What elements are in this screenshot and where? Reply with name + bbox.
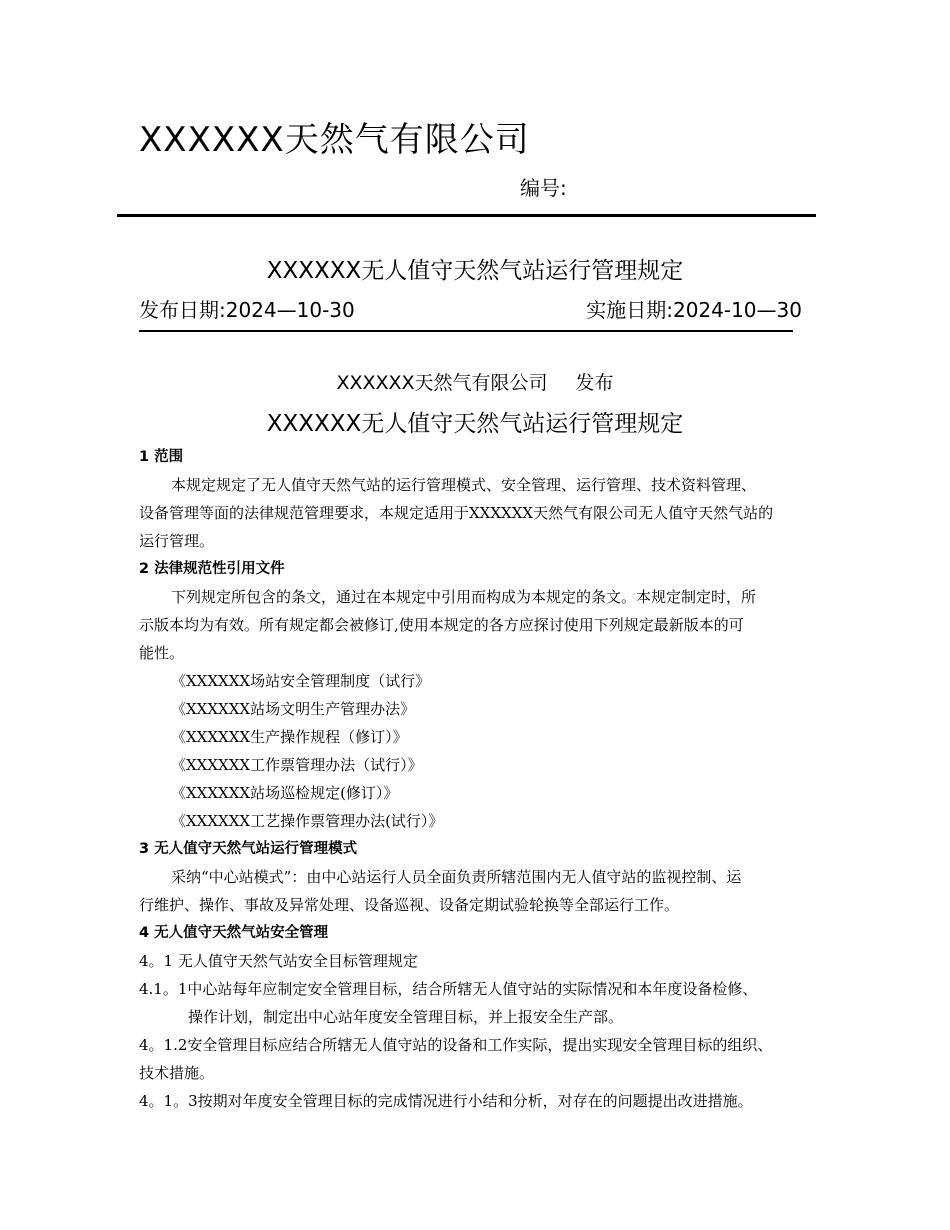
section-heading-4: 4 无人值守天然气站安全管理 — [139, 925, 329, 941]
paragraph-line: 设备管理等面的法律规范管理要求，本规定适用于XXXXXX天然气有限公司无人值守天然气站的 — [139, 504, 774, 522]
clause-line: 操作计划，制定出中心站年度安全管理目标，并上报安全生产部。 — [188, 1008, 624, 1026]
reference-item: 《XXXXXX工作票管理办法（试行）》 — [171, 756, 423, 774]
clause-line: 4。1。3按期对年度安全管理目标的完成情况进行小结和分析，对存在的问题提出改进措施。 — [139, 1092, 753, 1110]
document-number-label: 编号: — [520, 176, 567, 200]
paragraph-line: 本规定规定了无人值守天然气站的运行管理模式、安全管理、运行管理、技术资料管理、 — [171, 476, 757, 494]
reference-item: 《XXXXXX站场巡检规定(修订）》 — [171, 784, 399, 802]
paragraph-line: 下列规定所包含的条文，通过在本规定中引用而构成为本规定的条文。本规定制定时，所 — [171, 588, 757, 606]
publisher-line — [0, 368, 950, 395]
subsection-heading: 4。1 无人值守天然气站安全目标管理规定 — [139, 952, 418, 970]
paragraph-line: 运行管理。 — [139, 532, 215, 550]
section-heading-3: 3 无人值守天然气站运行管理模式 — [139, 841, 358, 857]
publish-date: 发布日期:2024—10-30 — [139, 298, 355, 322]
implement-date: 实施日期:2024-10—30 — [586, 298, 802, 322]
paragraph-line: 能性。 — [139, 644, 185, 662]
company-name: XXXXXX天然气有限公司 — [139, 120, 530, 160]
title-rule — [139, 330, 793, 332]
reference-item: 《XXXXXX站场文明生产管理办法》 — [171, 700, 416, 718]
clause-line: 技术措施。 — [139, 1064, 215, 1082]
clause-line: 4。1.2安全管理目标应结合所辖无人值守站的设备和工作实际，提出实现安全管理目标的组织、 — [139, 1036, 773, 1054]
reference-item: 《XXXXXX生产操作规程（修订）》 — [171, 728, 408, 746]
main-title: XXXXXX无人值守天然气站运行管理规定 — [266, 411, 684, 437]
header-rule — [117, 214, 816, 217]
section-heading-2: 2 法律规范性引用文件 — [139, 561, 285, 577]
publisher-company: XXXXXX天然气有限公司 — [336, 372, 548, 394]
document-title: XXXXXX无人值守天然气站运行管理规定 — [266, 258, 684, 284]
paragraph-line: 采纳“中心站模式”：由中心站运行人员全面负责所辖范围内无人值守站的监视控制、运 — [171, 868, 742, 886]
paragraph-line: 行维护、操作、事故及异常处理、设备巡视、设备定期试验轮换等全部运行工作。 — [139, 896, 680, 914]
clause-line: 4.1。1中心站每年应制定安全管理目标，结合所辖无人值守站的实际情况和本年度设备检修、 — [139, 980, 758, 998]
section-heading-1: 1 范围 — [139, 449, 184, 465]
reference-item: 《XXXXXX场站安全管理制度（试行》 — [171, 672, 431, 690]
paragraph-line: 示版本均为有效。所有规定都会被修订,使用本规定的各方应探讨使用下列规定最新版本的可 — [139, 616, 744, 634]
publisher-action: 发布 — [575, 372, 614, 394]
reference-item: 《XXXXXX工艺操作票管理办法(试行）》 — [171, 812, 444, 830]
